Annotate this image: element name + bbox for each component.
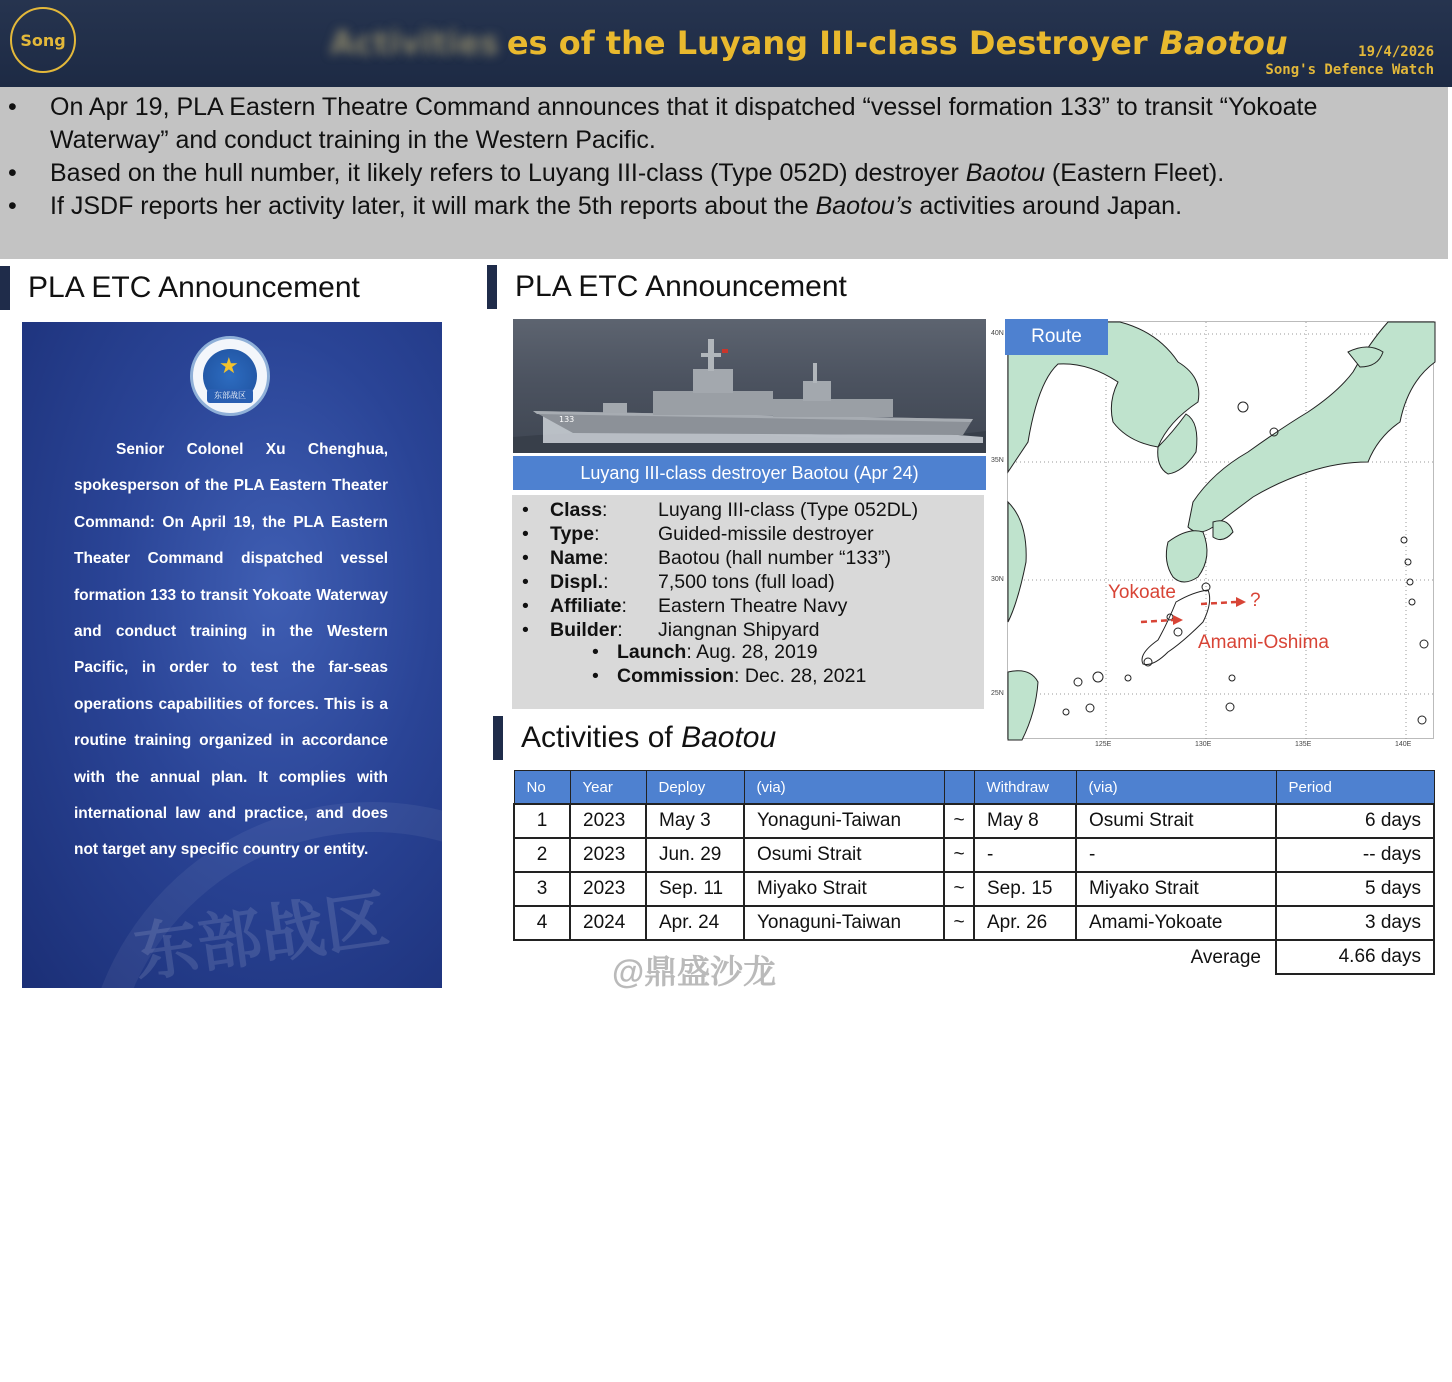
lon-label: 125E — [1095, 741, 1112, 748]
activities-header — [493, 716, 776, 760]
spec-sep: : — [621, 595, 627, 617]
bullet-icon: • — [592, 641, 599, 663]
table-cell: Amami-Yokoate — [1076, 906, 1276, 940]
spec-row — [512, 523, 984, 547]
route-tag: Route — [1005, 319, 1108, 355]
table-cell: 6 days — [1276, 804, 1434, 838]
lat-label: 30N — [991, 576, 1004, 583]
spec-value: Guided-missile destroyer — [658, 523, 874, 545]
svg-text:133: 133 — [559, 415, 575, 424]
table-row — [514, 906, 1434, 940]
emblem-ribbon: 东部战区 — [207, 389, 253, 403]
table-cell: Apr. 24 — [646, 906, 744, 940]
ship-specs-panel — [512, 495, 984, 709]
spec-sub-key: Launch — [617, 641, 687, 663]
spec-sep: : — [603, 571, 609, 593]
column-header: Year — [570, 771, 646, 805]
summary-ship-name: Baotou — [965, 159, 1045, 187]
bullet-icon: • — [8, 159, 17, 187]
table-cell: Yonaguni-Taiwan — [744, 804, 944, 838]
table-cell: Osumi Strait — [1076, 804, 1276, 838]
table-cell: 2024 — [570, 906, 646, 940]
table-cell: Yonaguni-Taiwan — [744, 906, 944, 940]
spec-row — [512, 571, 984, 595]
spec-key: Name: — [550, 547, 609, 569]
spec-row — [512, 499, 984, 523]
spec-sub-value: : Aug. 28, 2019 — [686, 641, 818, 663]
lon-label: 135E — [1295, 741, 1312, 748]
header-credit: Song's Defence Watch — [1265, 62, 1434, 78]
average-label: Average — [1190, 946, 1261, 968]
average-value: 4.66 days — [1276, 940, 1434, 974]
table-cell: 2023 — [570, 804, 646, 838]
summary-item — [0, 91, 1448, 157]
spec-sub-entry — [617, 641, 818, 665]
spec-sep: : — [603, 547, 609, 569]
spec-value: Jiangnan Shipyard — [658, 619, 820, 641]
table-cell: ~ — [944, 872, 974, 906]
summary-ship-name: Baotou’s — [815, 192, 913, 220]
table-cell: Apr. 26 — [974, 906, 1076, 940]
table-cell: 4 — [514, 906, 570, 940]
lat-label: 25N — [991, 690, 1004, 697]
summary-item — [0, 157, 1448, 190]
table-cell: 2023 — [570, 872, 646, 906]
table-cell: Sep. 15 — [974, 872, 1076, 906]
table-cell: 1 — [514, 804, 570, 838]
spec-sub-key: Commission — [617, 665, 735, 687]
summary-text: Based on the hull number, it likely refers to Luyang III-class (Type 052D) destroyer Baotou (Eastern Fleet). — [50, 159, 1225, 187]
route-map-graphic — [1008, 322, 1435, 740]
column-header: No — [514, 771, 570, 805]
spec-sep: : — [594, 523, 600, 545]
section-bar — [487, 265, 497, 309]
bullet-icon: • — [8, 93, 17, 121]
spec-sep: : — [602, 499, 608, 521]
table-cell: Jun. 29 — [646, 838, 744, 872]
bullet-icon: • — [522, 499, 529, 521]
map-label-question: ? — [1250, 590, 1261, 611]
eastern-theater-emblem-icon — [190, 336, 270, 416]
spec-key: Class: — [550, 499, 608, 521]
map-label-amami: Amami-Oshima — [1198, 632, 1329, 653]
spec-row — [512, 619, 984, 643]
spec-sep: : — [617, 619, 623, 641]
left-section-header — [0, 266, 360, 310]
table-header-row — [514, 771, 1434, 805]
right-section-header — [487, 265, 847, 309]
destroyer-image — [513, 319, 986, 453]
title-text: es of the Luyang III-class Destroyer — [506, 24, 1148, 62]
table-cell: -- days — [1276, 838, 1434, 872]
table-cell: 3 — [514, 872, 570, 906]
bullet-icon: • — [592, 665, 599, 687]
table-cell: - — [1076, 838, 1276, 872]
bullet-icon: • — [8, 192, 17, 220]
summary-item — [0, 190, 1448, 223]
route-map — [1007, 321, 1434, 739]
announcement-poster — [22, 322, 442, 988]
column-header: (via) — [744, 771, 944, 805]
table-cell: 2023 — [570, 838, 646, 872]
weibo-watermark: @鼎盛沙龙 — [612, 953, 777, 990]
bullet-icon: • — [522, 619, 529, 641]
table-cell: ~ — [944, 838, 974, 872]
spec-key: Builder: — [550, 619, 623, 641]
column-header: (via) — [1076, 771, 1276, 805]
table-row — [514, 838, 1434, 872]
summary-text: If JSDF reports her activity later, it will mark the 5th reports about the Baotou’s activities around Japan. — [50, 192, 1183, 220]
spec-key: Displ.: — [550, 571, 609, 593]
section-bar — [0, 266, 10, 310]
activities-table — [513, 770, 1435, 975]
logo-text: Song — [20, 30, 66, 50]
lat-label: 40N — [991, 330, 1004, 337]
ship-photo — [513, 319, 986, 453]
column-header: Period — [1276, 771, 1434, 805]
spec-sub-row — [512, 665, 984, 689]
table-cell: 5 days — [1276, 872, 1434, 906]
page-title — [330, 18, 1288, 68]
announcement-text: Senior Colonel Xu Chenghua, spokesperson of the PLA Eastern Theater Command: On April 19, the PLA Eastern Theater Command dispatched vessel formation 133 to transit Yokoate Waterway and conduct training in the Western Pacific, in order to test the far-seas operations capabilities of forces. This is a routine training organized in accordance with the annual plan. It complies with international law and practice, and does not target any specific country or entity. — [74, 441, 388, 859]
column-header: Deploy — [646, 771, 744, 805]
activities-title — [521, 721, 776, 755]
summary-list — [0, 87, 1448, 223]
spec-value: 7,500 tons (full load) — [658, 571, 835, 593]
bullet-icon: • — [522, 523, 529, 545]
header-banner — [0, 0, 1452, 87]
table-cell: 2 — [514, 838, 570, 872]
spec-value: Eastern Theatre Navy — [658, 595, 848, 617]
table-cell: Miyako Strait — [1076, 872, 1276, 906]
table-cell: Sep. 11 — [646, 872, 744, 906]
spec-value: Baotou (hall number “133”) — [658, 547, 892, 569]
table-cell: ~ — [944, 906, 974, 940]
title-obscured-part: Activities — [330, 24, 499, 62]
header-date: 19/4/2026 — [1358, 44, 1434, 60]
spec-value: Luyang III-class (Type 052DL) — [658, 499, 919, 521]
spec-row — [512, 595, 984, 619]
emblem-star-icon: ★ — [219, 353, 239, 378]
section-bar — [493, 716, 503, 760]
spec-sub-row — [512, 641, 984, 665]
bullet-icon: • — [522, 595, 529, 617]
bullet-icon: • — [522, 547, 529, 569]
lat-label: 35N — [991, 457, 1004, 464]
spec-key: Affiliate: — [550, 595, 627, 617]
spec-sub-entry — [617, 665, 866, 689]
lon-label: 130E — [1195, 741, 1212, 748]
spec-row — [512, 547, 984, 571]
song-logo — [10, 7, 76, 73]
right-section-title: PLA ETC Announcement — [515, 270, 847, 303]
summary-panel — [0, 87, 1448, 259]
table-cell: May 3 — [646, 804, 744, 838]
table-row — [514, 804, 1434, 838]
photo-caption: Luyang III-class destroyer Baotou (Apr 24) — [513, 456, 986, 490]
table-cell: Miyako Strait — [744, 872, 944, 906]
table-row — [514, 872, 1434, 906]
table-cell: May 8 — [974, 804, 1076, 838]
lon-label: 140E — [1395, 741, 1412, 748]
column-header: Withdraw — [974, 771, 1076, 805]
left-section-title: PLA ETC Announcement — [28, 271, 360, 304]
spec-key: Type: — [550, 523, 600, 545]
map-label-yokoate: Yokoate — [1108, 582, 1176, 603]
column-header — [944, 771, 974, 805]
table-cell: Osumi Strait — [744, 838, 944, 872]
activities-title-ship: Baotou — [681, 721, 777, 754]
summary-text: On Apr 19, PLA Eastern Theatre Command announces that it dispatched “vessel formation 133” to transit “Yokoate Waterway” and conduct training in the Western Pacific. — [50, 93, 1318, 154]
spec-sub-value: : Dec. 28, 2021 — [734, 665, 867, 687]
table-cell: 3 days — [1276, 906, 1434, 940]
title-ship-name: Baotou — [1159, 24, 1288, 62]
table-cell: - — [974, 838, 1076, 872]
table-cell: ~ — [944, 804, 974, 838]
poster-watermark: 东部战区 — [129, 882, 394, 990]
activities-title-prefix: Activities of — [521, 721, 673, 754]
bullet-icon: • — [522, 571, 529, 593]
